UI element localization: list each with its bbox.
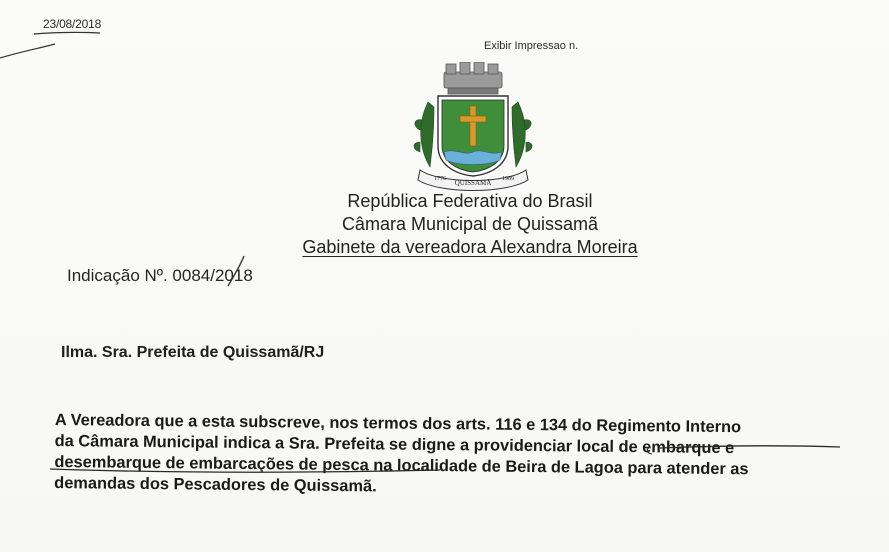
crest-year-right: 1989	[502, 176, 514, 182]
header-office: Gabinete da vereadora Alexandra Moreira	[302, 237, 638, 257]
body-line-3: desembarque de embarcações de pesca na localidade de Beira de Lagoa para atender as	[54, 452, 749, 479]
crest-ribbon-text: QUISSAMÃ	[454, 179, 492, 187]
document-date: 23/08/2018	[43, 17, 102, 31]
print-note: Exibir Impressao n.	[484, 40, 579, 52]
body-line-4: demandas dos Pescadores de Quissamã.	[54, 473, 377, 496]
pen-underline-mark	[50, 443, 889, 493]
municipal-crest-icon	[410, 62, 536, 196]
crest-year-left: 1776	[434, 176, 446, 182]
addressee: Ilma. Sra. Prefeita de Quissamã/RJ	[61, 344, 325, 361]
body-line-2: da Câmara Municipal indica a Sra. Prefeita se digne a providenciar local de embarque e	[54, 431, 735, 458]
header-republic: República Federativa do Brasil	[347, 191, 593, 211]
date-pen-stroke	[0, 20, 120, 60]
header-chamber: Câmara Municipal de Quissamã	[341, 214, 599, 234]
body-line-1: A Vereadora que a esta subscreve, nos termos dos arts. 116 e 134 do Regimento Interno	[54, 410, 742, 437]
letterhead	[290, 190, 650, 259]
crest-crown	[444, 62, 502, 94]
pen-slash-mark	[224, 254, 248, 288]
indicacao-number: Indicação Nº. 0084/2018	[67, 266, 253, 285]
